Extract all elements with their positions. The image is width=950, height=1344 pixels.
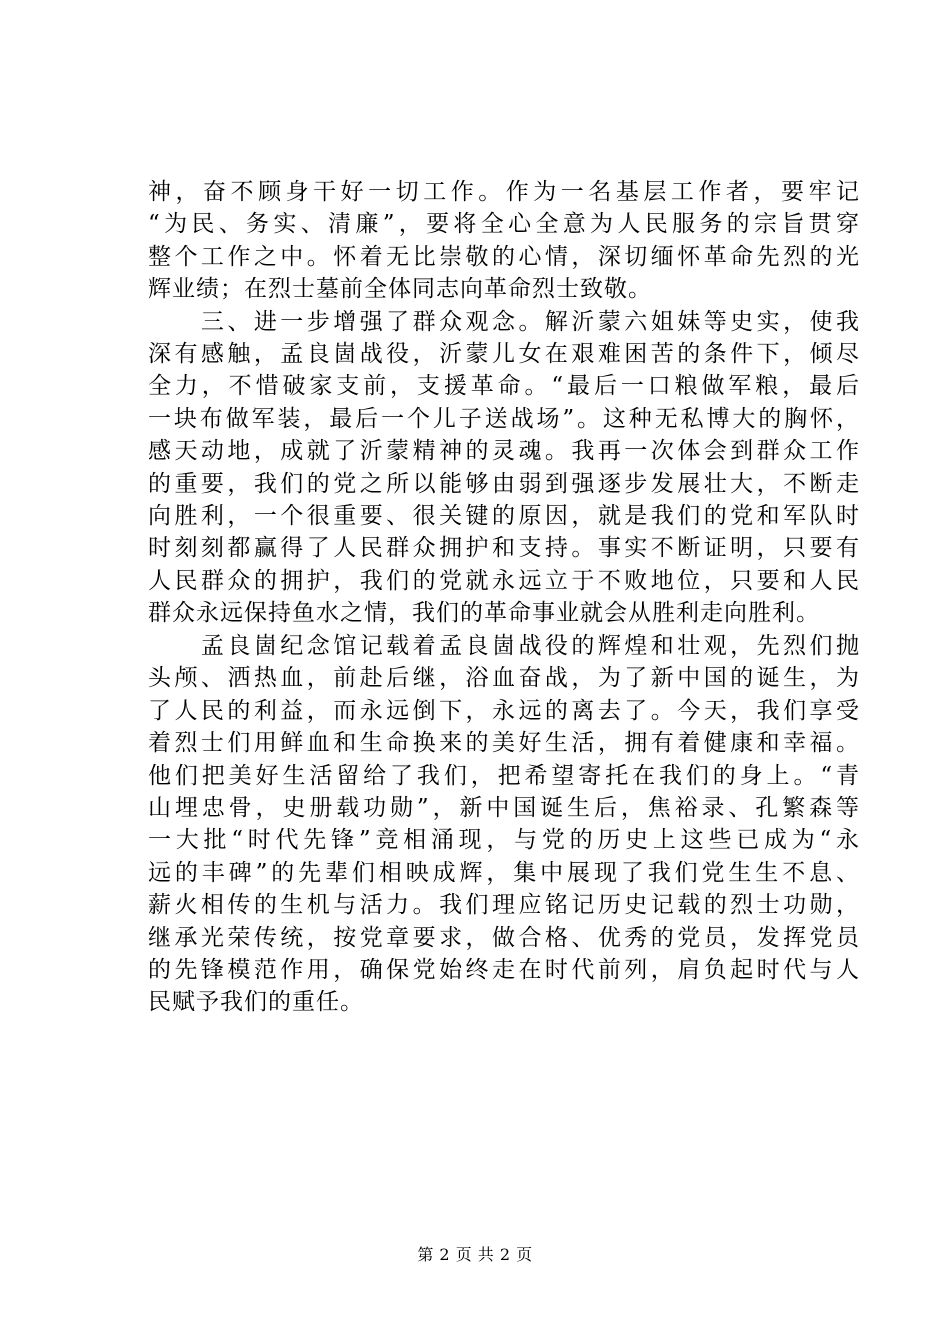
text-line: 神，奋不顾身干好一切工作。作为一名基层工作者，要牢记 xyxy=(148,179,860,205)
text-line: 了人民的利益，而永远倒下，永远的离去了。今天，我们享受 xyxy=(148,697,860,724)
text-line: 全力，不惜破家支前，支援革命。“最后一口粮做军粮，最后 xyxy=(148,373,860,400)
text-line: 民赋予我们的重任。 xyxy=(148,989,364,1016)
text-line: 头颅、洒热血，前赴后继，浴血奋战，为了新中国的诞生，为 xyxy=(148,665,860,692)
text-line: 感天动地，成就了沂蒙精神的灵魂。我再一次体会到群众工作 xyxy=(148,438,860,465)
text-line: “为民、务实、清廉”，要将全心全意为人民服务的宗旨贯穿 xyxy=(148,211,860,238)
text-line: 三、进一步增强了群众观念。解沂蒙六姐妹等史实，使我 xyxy=(148,308,860,335)
text-line: 远的丰碑”的先辈们相映成辉，集中展现了我们党生生不息、 xyxy=(148,859,860,886)
text-line: 的重要，我们的党之所以能够由弱到强逐步发展壮大，不断走 xyxy=(148,470,860,497)
page-number-footer: 第 2 页 共 2 页 xyxy=(417,1245,533,1264)
text-line: 整个工作之中。怀着无比崇敬的心情，深切缅怀革命先烈的光 xyxy=(148,243,860,270)
text-line: 辉业绩；在烈士墓前全体同志向革命烈士致敬。 xyxy=(148,276,652,303)
text-line: 人民群众的拥护，我们的党就永远立于不败地位，只要和人民 xyxy=(148,567,860,594)
text-line: 一块布做军装，最后一个儿子送战场”。这种无私博大的胸怀， xyxy=(148,405,860,432)
text-line: 群众永远保持鱼水之情，我们的革命事业就会从胜利走向胜利。 xyxy=(148,600,820,627)
paragraph-block-2 xyxy=(148,630,860,1019)
text-line: 着烈士们用鲜血和生命换来的美好生活，拥有着健康和幸福。 xyxy=(148,730,860,757)
text-line: 向胜利，一个很重要、很关键的原因，就是我们的党和军队时 xyxy=(148,503,860,530)
text-line: 他们把美好生活留给了我们，把希望寄托在我们的身上。“青 xyxy=(148,762,860,789)
text-line: 山埋忠骨，史册载功勋”，新中国诞生后，焦裕录、孔繁森等 xyxy=(148,795,860,822)
text-line: 薪火相传的生机与活力。我们理应铭记历史记载的烈士功勋， xyxy=(148,892,860,919)
paragraph-block-1 xyxy=(148,176,860,630)
text-line: 时刻刻都赢得了人民群众拥护和支持。事实不断证明，只要有 xyxy=(148,535,860,562)
text-line: 孟良崮纪念馆记载着孟良崮战役的辉煌和壮观，先烈们抛 xyxy=(148,633,860,659)
text-line: 的先锋模范作用，确保党始终走在时代前列，肩负起时代与人 xyxy=(148,957,860,984)
text-line: 深有感触，孟良崮战役，沂蒙儿女在艰难困苦的条件下，倾尽 xyxy=(148,341,860,368)
text-line: 一大批“时代先锋”竞相涌现，与党的历史上这些已成为“永 xyxy=(148,827,860,854)
text-line: 继承光荣传统，按党章要求，做合格、优秀的党员，发挥党员 xyxy=(148,924,860,951)
